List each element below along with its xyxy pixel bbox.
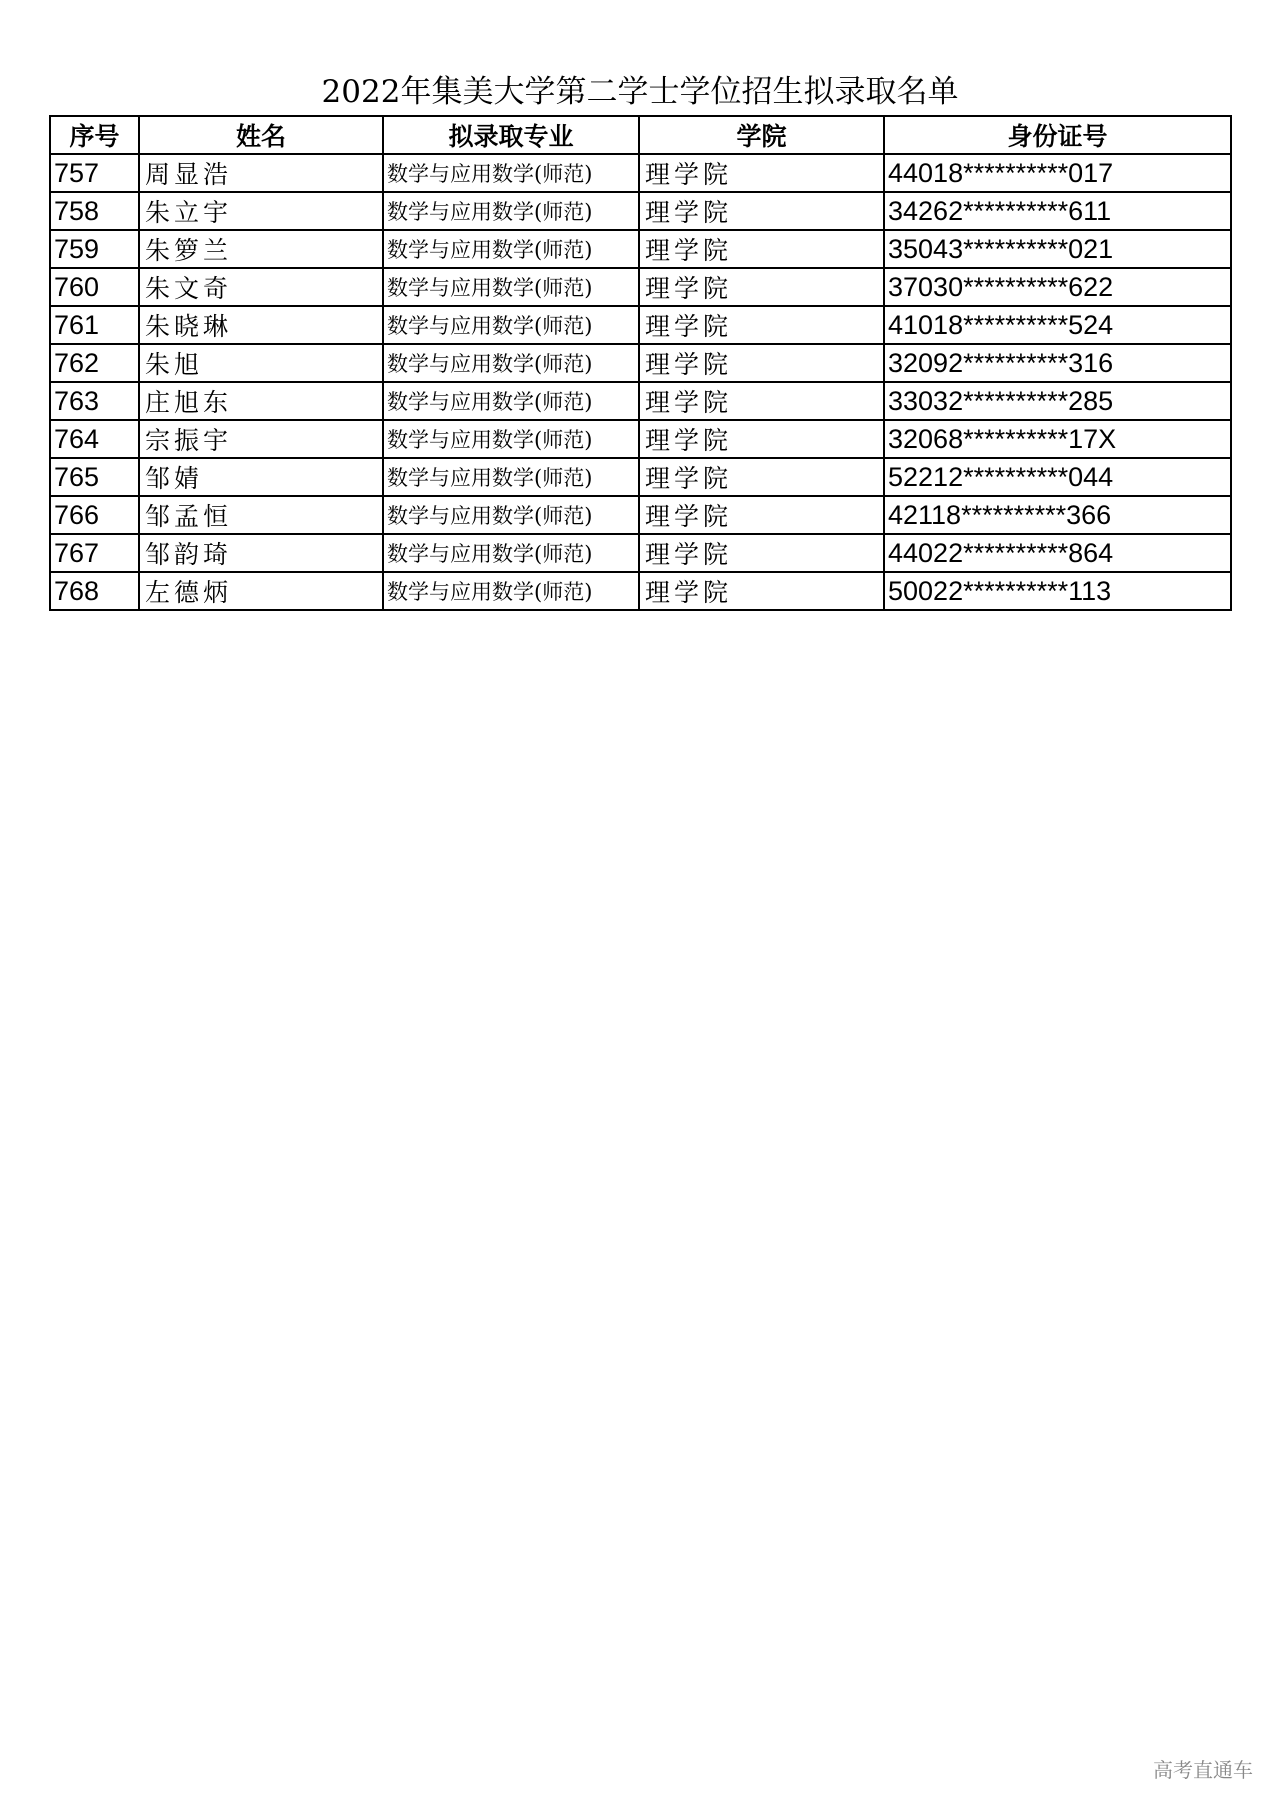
cell-college: 理学院	[639, 382, 884, 420]
table-row	[50, 534, 1231, 572]
cell-major: 数学与应用数学(师范)	[383, 572, 639, 610]
cell-no: 767	[50, 534, 139, 572]
cell-name: 邹孟恒	[139, 496, 383, 534]
cell-college: 理学院	[639, 534, 884, 572]
cell-college: 理学院	[639, 420, 884, 458]
table-row	[50, 268, 1231, 306]
cell-college: 理学院	[639, 458, 884, 496]
cell-college: 理学院	[639, 192, 884, 230]
cell-id: 44018**********017	[884, 154, 1231, 192]
cell-id: 50022**********113	[884, 572, 1231, 610]
watermark: 高考直通车	[1153, 1758, 1253, 1782]
cell-major: 数学与应用数学(师范)	[383, 344, 639, 382]
table-row	[50, 306, 1231, 344]
cell-major: 数学与应用数学(师范)	[383, 230, 639, 268]
cell-major: 数学与应用数学(师范)	[383, 382, 639, 420]
cell-name: 宗振宇	[139, 420, 383, 458]
cell-name: 邹韵琦	[139, 534, 383, 572]
table-row	[50, 230, 1231, 268]
cell-name: 周显浩	[139, 154, 383, 192]
header-major: 拟录取专业	[383, 116, 639, 154]
cell-name: 邹婧	[139, 458, 383, 496]
cell-major: 数学与应用数学(师范)	[383, 306, 639, 344]
table-row	[50, 496, 1231, 534]
cell-college: 理学院	[639, 268, 884, 306]
header-name: 姓名	[139, 116, 383, 154]
table-row	[50, 382, 1231, 420]
cell-no: 762	[50, 344, 139, 382]
cell-no: 761	[50, 306, 139, 344]
cell-id: 42118**********366	[884, 496, 1231, 534]
cell-id: 44022**********864	[884, 534, 1231, 572]
header-id: 身份证号	[884, 116, 1231, 154]
cell-college: 理学院	[639, 154, 884, 192]
cell-id: 35043**********021	[884, 230, 1231, 268]
cell-major: 数学与应用数学(师范)	[383, 496, 639, 534]
cell-major: 数学与应用数学(师范)	[383, 458, 639, 496]
cell-id: 41018**********524	[884, 306, 1231, 344]
cell-id: 52212**********044	[884, 458, 1231, 496]
cell-no: 760	[50, 268, 139, 306]
cell-name: 朱箩兰	[139, 230, 383, 268]
table-row	[50, 344, 1231, 382]
cell-no: 763	[50, 382, 139, 420]
cell-no: 764	[50, 420, 139, 458]
cell-no: 757	[50, 154, 139, 192]
admission-table	[49, 115, 1232, 611]
header-no: 序号	[50, 116, 139, 154]
cell-id: 37030**********622	[884, 268, 1231, 306]
cell-name: 朱立宇	[139, 192, 383, 230]
cell-college: 理学院	[639, 572, 884, 610]
cell-name: 庄旭东	[139, 382, 383, 420]
table-row	[50, 458, 1231, 496]
cell-name: 朱文奇	[139, 268, 383, 306]
cell-id: 32068**********17X	[884, 420, 1231, 458]
cell-major: 数学与应用数学(师范)	[383, 154, 639, 192]
cell-no: 768	[50, 572, 139, 610]
cell-college: 理学院	[639, 496, 884, 534]
cell-major: 数学与应用数学(师范)	[383, 534, 639, 572]
cell-name: 朱晓琳	[139, 306, 383, 344]
cell-college: 理学院	[639, 306, 884, 344]
cell-no: 759	[50, 230, 139, 268]
table-row	[50, 572, 1231, 610]
cell-id: 33032**********285	[884, 382, 1231, 420]
cell-no: 765	[50, 458, 139, 496]
cell-id: 32092**********316	[884, 344, 1231, 382]
table-header-row	[50, 116, 1231, 154]
cell-college: 理学院	[639, 230, 884, 268]
table-row	[50, 420, 1231, 458]
cell-name: 朱旭	[139, 344, 383, 382]
cell-college: 理学院	[639, 344, 884, 382]
cell-no: 758	[50, 192, 139, 230]
header-college: 学院	[639, 116, 884, 154]
table-row	[50, 154, 1231, 192]
cell-id: 34262**********611	[884, 192, 1231, 230]
cell-no: 766	[50, 496, 139, 534]
table-row	[50, 192, 1231, 230]
cell-major: 数学与应用数学(师范)	[383, 268, 639, 306]
cell-major: 数学与应用数学(师范)	[383, 420, 639, 458]
cell-name: 左德炳	[139, 572, 383, 610]
page-title: 2022年集美大学第二学士学位招生拟录取名单	[321, 74, 959, 110]
cell-major: 数学与应用数学(师范)	[383, 192, 639, 230]
